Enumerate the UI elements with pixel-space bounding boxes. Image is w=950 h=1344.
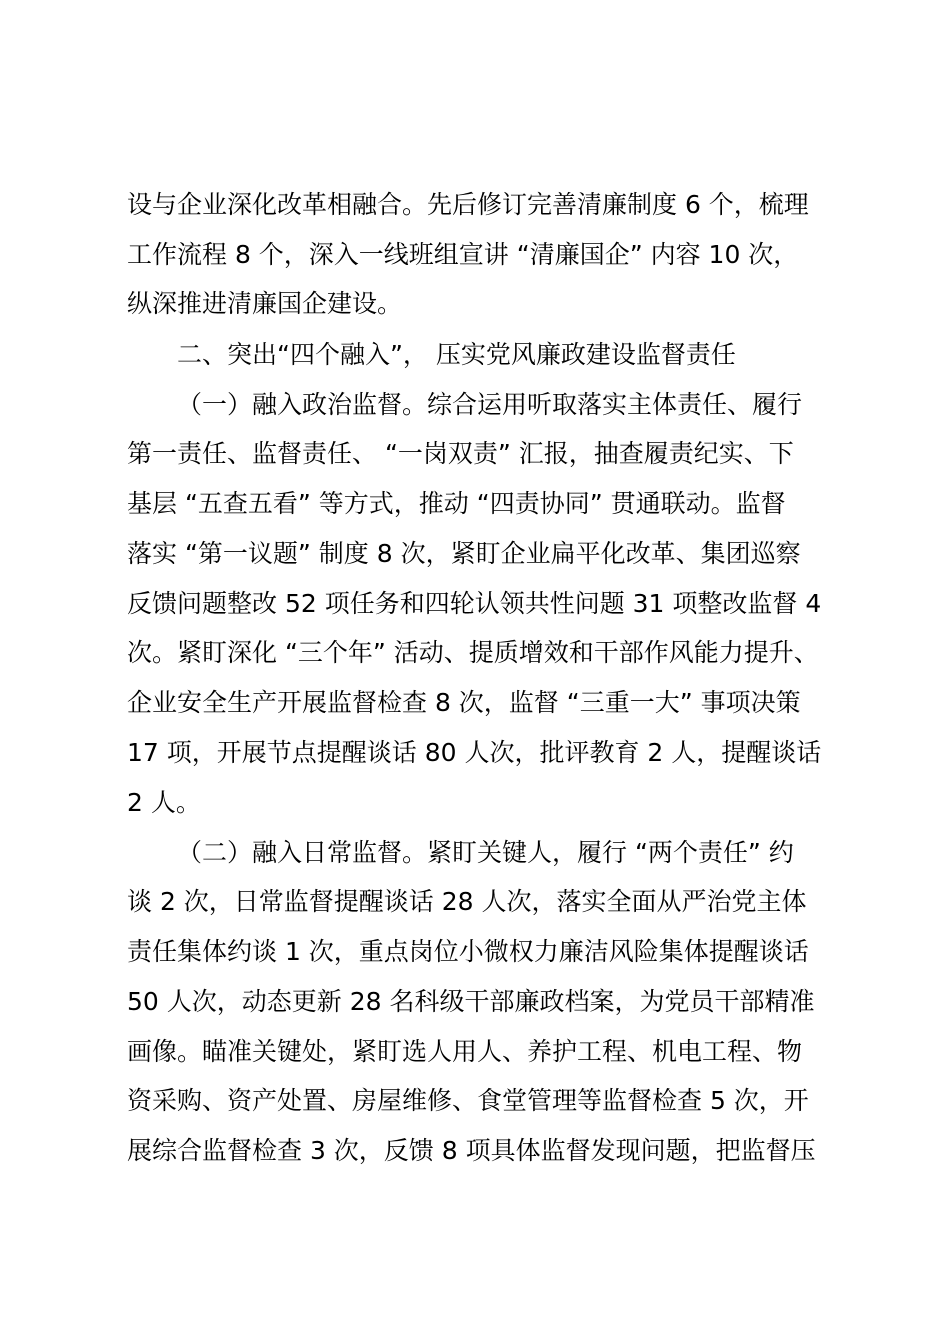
body-text-line: 反馈问题整改 52 项任务和四轮认领共性问题 31 项整改监督 4 <box>127 589 822 618</box>
body-text-line: （二）融入日常监督。紧盯关键人，履行 “两个责任” 约 <box>177 838 794 867</box>
body-text-line: （一）融入政治监督。综合运用听取落实主体责任、履行 <box>177 390 803 419</box>
body-text-line: 画像。瞄准关键处，紧盯选人用人、养护工程、机电工程、物 <box>127 1037 803 1066</box>
body-text-line: 纵深推进清廉国企建设。 <box>127 289 403 318</box>
body-text-line: 谈 2 次，日常监督提醒谈话 28 人次，落实全面从严治党主体 <box>127 887 807 916</box>
body-text-line: 责任集体约谈 1 次，重点岗位小微权力廉洁风险集体提醒谈话 <box>127 937 809 966</box>
body-text-line: 50 人次，动态更新 28 名科级干部廉政档案，为党员干部精准 <box>127 987 815 1016</box>
body-text-line: 企业安全生产开展监督检查 8 次，监督 “三重一大” 事项决策 <box>127 688 801 717</box>
body-text-line: 工作流程 8 个，深入一线班组宣讲 “清廉国企” 内容 10 次， <box>127 240 799 269</box>
body-text-line: 17 项，开展节点提醒谈话 80 人次，批评教育 2 人，提醒谈话 <box>127 738 822 767</box>
body-text-line: 资采购、资产处置、房屋维修、食堂管理等监督检查 5 次，开 <box>127 1086 809 1115</box>
body-text-line: 设与企业深化改革相融合。先后修订完善清廉制度 6 个，梳理 <box>127 190 809 219</box>
body-text-line: 展综合监督检查 3 次，反馈 8 项具体监督发现问题，把监督压 <box>127 1136 816 1165</box>
body-text-line: 2 人。 <box>127 788 201 817</box>
body-text-line: 基层 “五查五看” 等方式，推动 “四责协同” 贯通联动。监督 <box>127 489 786 518</box>
body-text-line: 第一责任、监督责任、 “一岗双责” 汇报，抽查履责纪实、下 <box>127 439 794 468</box>
body-text-line: 落实 “第一议题” 制度 8 次，紧盯企业扁平化改革、集团巡察 <box>127 539 801 568</box>
section-heading: 二、突出“四个融入”， 压实党风廉政建设监督责任 <box>177 340 736 369</box>
body-text-line: 次。紧盯深化 “三个年” 活动、提质增效和干部作风能力提升、 <box>127 638 819 667</box>
